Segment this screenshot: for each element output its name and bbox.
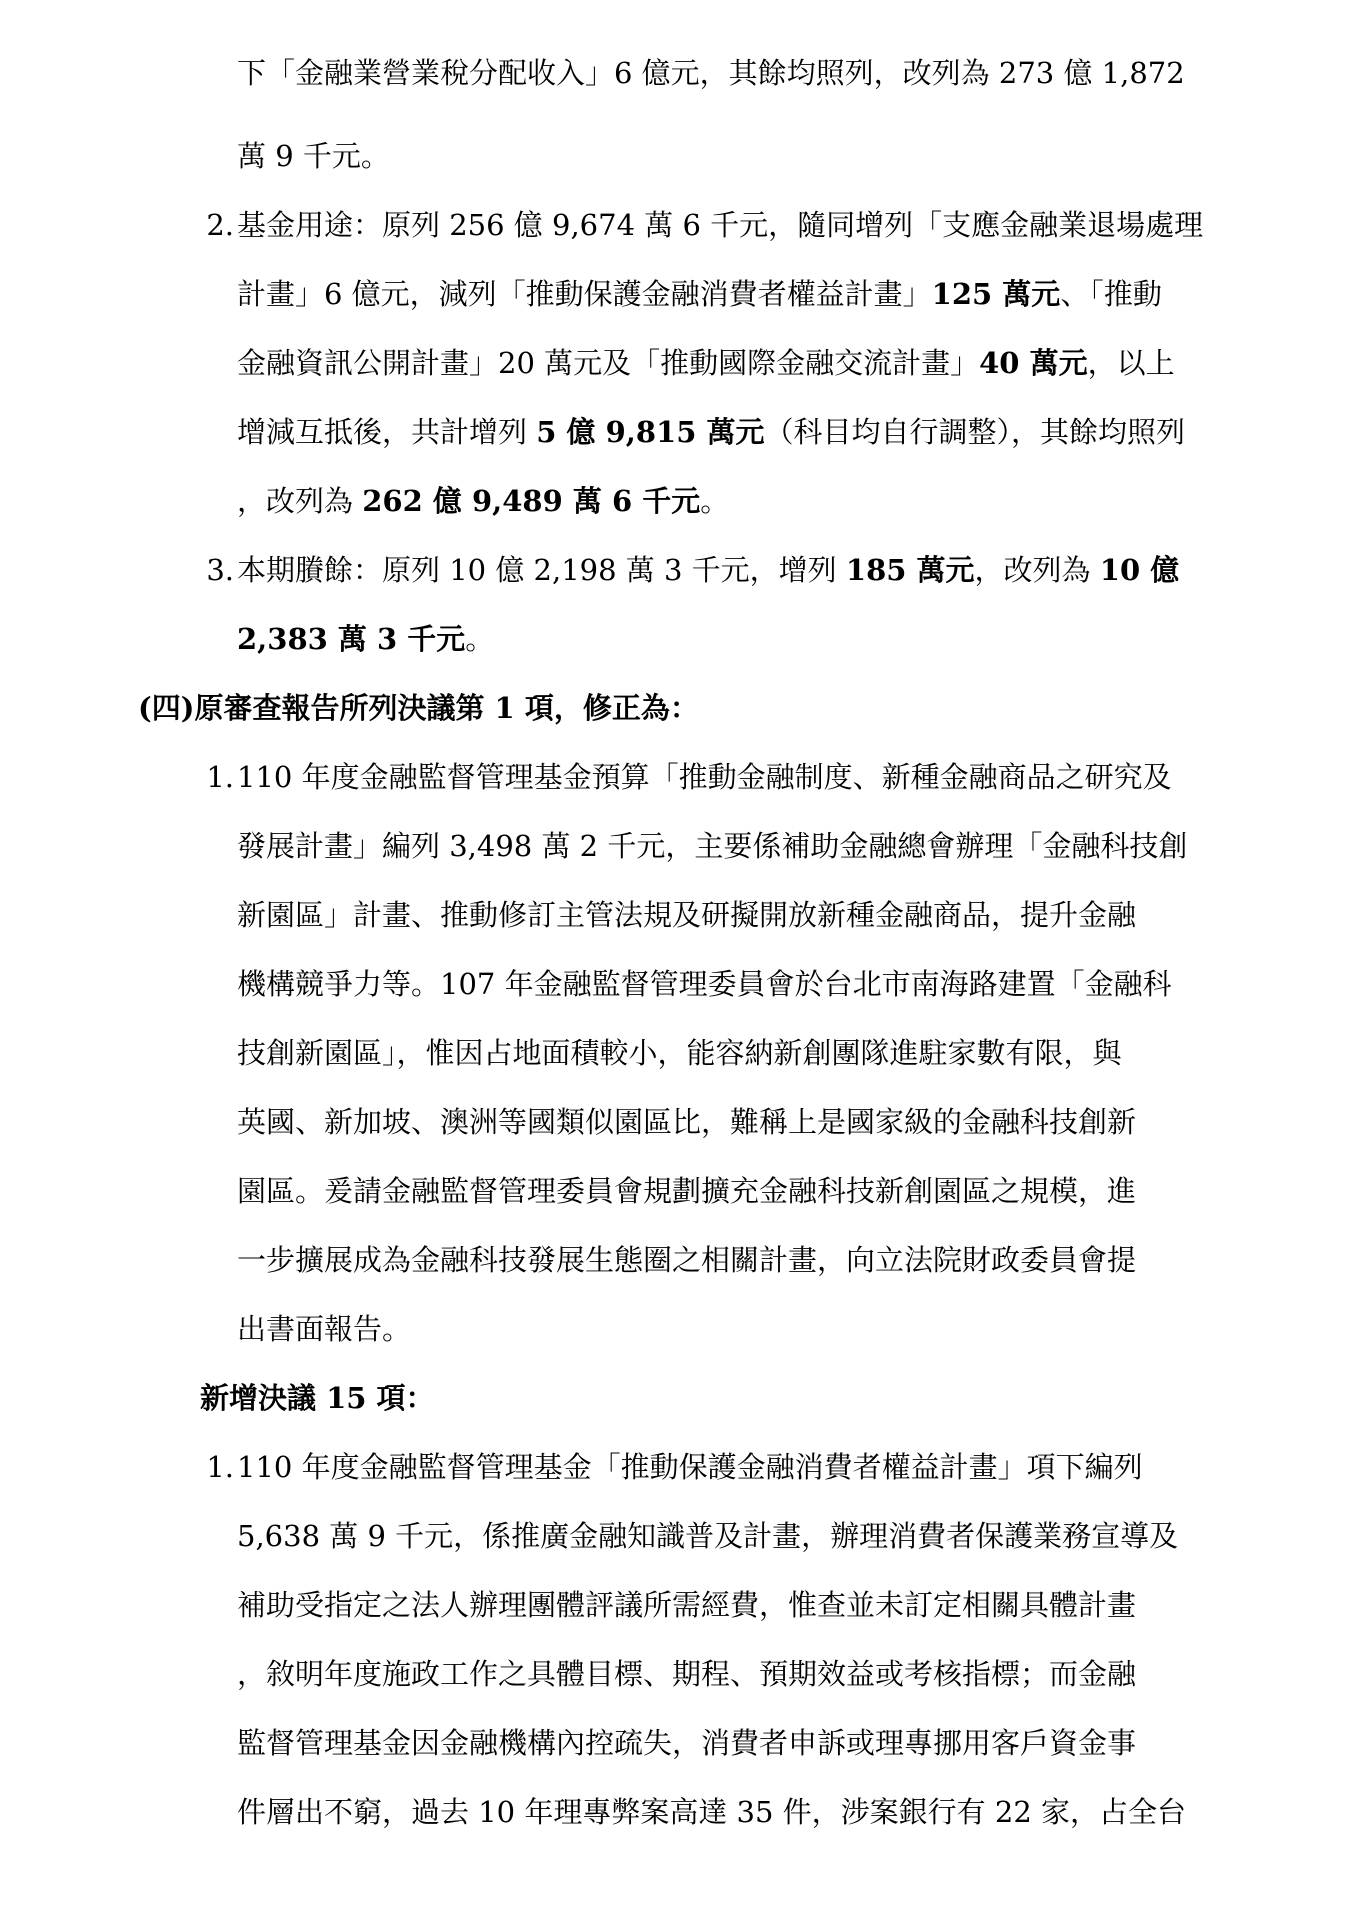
bold-amount: 185 萬元 — [845, 553, 975, 587]
paragraph-line — [0, 131, 1355, 181]
heading-text: (四)原審查報告所列決議第 1 項，修正為： — [138, 691, 699, 725]
paragraph-line — [0, 614, 1355, 664]
paragraph-line — [0, 476, 1355, 526]
item-number: 3. — [206, 553, 234, 587]
text-run: ，改列為 — [974, 553, 1100, 587]
item-number: 1. — [206, 1450, 234, 1484]
paragraph-line — [0, 890, 1355, 940]
paragraph-line — [0, 1235, 1355, 1285]
text-line-mixed — [237, 545, 1179, 595]
paragraph-line — [0, 1649, 1355, 1699]
text-line: 出書面報告。 — [237, 1312, 412, 1346]
item-number: 1. — [206, 760, 234, 794]
list-item-2 — [0, 200, 1355, 250]
bold-amount: 10 億 — [1099, 553, 1180, 587]
bold-amount: 40 萬元 — [979, 346, 1088, 380]
text-line: ，敘明年度施政工作之具體目標、期程、預期效益或考核指標；而金融 — [237, 1657, 1137, 1691]
text-line: 萬 9 千元。 — [237, 139, 390, 173]
text-line: 技創新園區」，惟因占地面積較小，能容納新創團隊進駐家數有限，與 — [237, 1036, 1122, 1070]
paragraph-line — [0, 1511, 1355, 1561]
text-line: 園區。爰請金融監督管理委員會規劃擴充金融科技新創園區之規模，進 — [237, 1174, 1137, 1208]
paragraph-line — [0, 821, 1355, 871]
text-run: 。 — [700, 484, 730, 518]
bold-amount: 2,383 萬 3 千元 — [237, 622, 466, 656]
text-line-mixed — [237, 476, 729, 526]
paragraph-line — [0, 269, 1355, 319]
paragraph-line — [0, 959, 1355, 1009]
text-line: 110 年度金融監督管理基金預算「推動金融制度、新種金融商品之研究及 — [237, 760, 1172, 794]
text-line: 一步擴展成為金融科技發展生態圈之相關計畫，向立法院財政委員會提 — [237, 1243, 1137, 1277]
paragraph-line — [0, 1580, 1355, 1630]
text-run: 增減互抵後，共計增列 — [237, 415, 537, 449]
paragraph-line — [0, 338, 1355, 388]
paragraph-line — [0, 1718, 1355, 1768]
text-run: 、「推動 — [1060, 277, 1162, 311]
text-line: 機構競爭力等。107 年金融監督管理委員會於台北市南海路建置「金融科 — [237, 967, 1172, 1001]
list-item-3 — [0, 545, 1355, 595]
text-line: 發展計畫」編列 3,498 萬 2 千元，主要係補助金融總會辦理「金融科技創 — [237, 829, 1188, 863]
paragraph-line — [0, 48, 1355, 98]
text-line: 基金用途：原列 256 億 9,674 萬 6 千元，隨同增列「支應金融業退場處理 — [237, 208, 1204, 242]
paragraph-line — [0, 1787, 1355, 1837]
paragraph-line — [0, 407, 1355, 457]
text-run: ，以上 — [1087, 346, 1175, 380]
text-run: 。 — [465, 622, 495, 656]
text-line: 件層出不窮，過去 10 年理專弊案高達 35 件，涉案銀行有 22 家，占全台 — [237, 1795, 1187, 1829]
text-run: （科目均自行調整），其餘均照列 — [764, 415, 1186, 449]
text-line-mixed — [237, 338, 1175, 388]
text-run: 本期賸餘：原列 10 億 2,198 萬 3 千元，增列 — [237, 553, 846, 587]
bold-amount: 5 億 9,815 萬元 — [536, 415, 765, 449]
text-line: 補助受指定之法人辦理團體評議所需經費，惟查並未訂定相關具體計畫 — [237, 1588, 1137, 1622]
section-heading — [0, 683, 1355, 733]
list-item-1 — [0, 1442, 1355, 1492]
list-item-1 — [0, 752, 1355, 802]
paragraph-line — [0, 1166, 1355, 1216]
bold-amount: 262 億 9,489 萬 6 千元 — [362, 484, 701, 518]
text-line: 110 年度金融監督管理基金「推動保護金融消費者權益計畫」項下編列 — [237, 1450, 1143, 1484]
section-heading — [0, 1373, 1355, 1423]
text-run: ，改列為 — [237, 484, 363, 518]
paragraph-line — [0, 1304, 1355, 1354]
text-line: 下「金融業營業稅分配收入」6 億元，其餘均照列，改列為 273 億 1,872 — [237, 56, 1185, 90]
text-run: 金融資訊公開計畫」20 萬元及「推動國際金融交流計畫」 — [237, 346, 980, 380]
text-line: 監督管理基金因金融機構內控疏失，消費者申訴或理專挪用客戶資金事 — [237, 1726, 1137, 1760]
paragraph-line — [0, 1097, 1355, 1147]
text-line: 5,638 萬 9 千元，係推廣金融知識普及計畫，辦理消費者保護業務宣導及 — [237, 1519, 1179, 1553]
text-line: 英國、新加坡、澳洲等國類似園區比，難稱上是國家級的金融科技創新 — [237, 1105, 1137, 1139]
item-number: 2. — [206, 208, 234, 242]
bold-amount: 125 萬元 — [931, 277, 1061, 311]
heading-text: 新增決議 15 項： — [200, 1381, 435, 1415]
text-line-mixed — [237, 407, 1185, 457]
text-line-mixed — [237, 269, 1162, 319]
text-run: 計畫」6 億元，減列「推動保護金融消費者權益計畫」 — [237, 277, 932, 311]
text-line-mixed — [237, 614, 494, 664]
text-line: 新園區」計畫、推動修訂主管法規及研擬開放新種金融商品，提升金融 — [237, 898, 1137, 932]
paragraph-line — [0, 1028, 1355, 1078]
